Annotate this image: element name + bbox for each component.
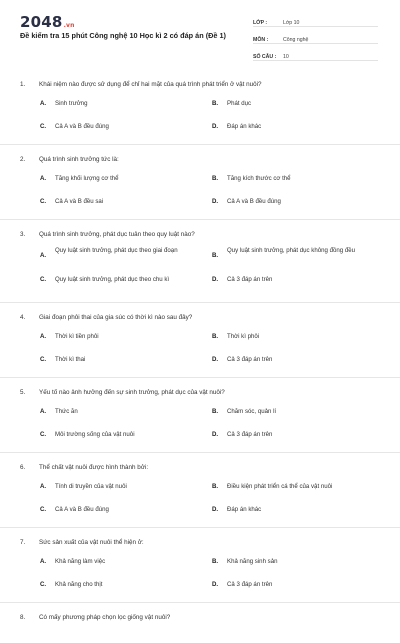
answer-option-b[interactable] [212,482,382,492]
info-label: SỐ CÂU : [253,54,277,60]
option-text: Thời kì phôi [227,333,260,340]
option-letter: B. [212,100,219,107]
option-letter: C. [40,506,47,513]
answer-option-d[interactable] [212,430,382,440]
answer-option-d[interactable] [212,122,382,132]
answer-option-a[interactable] [40,557,205,567]
option-letter: C. [40,123,47,130]
option-letter: A. [40,175,47,182]
option-letter: A. [40,333,47,340]
option-letter: B. [212,333,219,340]
answer-option-c[interactable] [40,430,205,440]
option-text: Chăm sóc, quản lí [227,408,277,415]
question-prompt: Có mấy phương pháp chọn lọc giống vật nuôi? [39,614,171,621]
question-prompt: Yếu tố nào ảnh hưởng đến sự sinh trưởng, phát dục của vật nuôi? [39,389,225,396]
page-title: Đề kiểm tra 15 phút Công nghệ 10 Học kì 2 có đáp án (Đề 1) [20,31,226,40]
option-text: Cả 3 đáp án trên [227,356,273,363]
question-prompt: Sức sản xuất của vật nuôi thể hiện ở: [39,539,144,546]
question-text [20,80,380,89]
answer-option-b[interactable] [212,174,382,184]
option-letter: D. [212,198,219,205]
option-text: Sinh trưởng [55,100,88,107]
option-text: Tăng kích thước cơ thể [227,175,291,182]
option-letter: D. [212,276,219,283]
option-letter: C. [40,581,47,588]
option-text: Cả A và B đều đúng [227,198,281,205]
answer-option-c[interactable] [40,197,205,207]
question-prompt: Quá trình sinh trưởng, phát dục tuân theo quy luật nào? [39,231,195,238]
question-number: 3. [20,231,26,238]
logo-suffix: .vn [63,22,75,29]
question-item [0,453,400,528]
option-letter: B. [212,175,219,182]
question-number: 7. [20,539,26,546]
question-item [0,303,400,378]
answer-option-d[interactable] [212,580,382,590]
option-text: Cả A và B đều đúng [55,506,109,513]
option-letter: B. [212,408,219,415]
question-item [0,378,400,453]
option-letter: D. [212,356,219,363]
question-prompt: Quá trình sinh trưởng tức là: [39,156,119,163]
option-text: Môi trường sống của vật nuôi [55,431,135,438]
option-letter: B. [212,558,219,565]
option-text: Đáp án khác [227,123,262,130]
option-text: Khả năng sinh sản [227,558,278,565]
answer-option-a[interactable] [40,99,205,109]
question-prompt: Khái niệm nào được sử dụng để chỉ hai mặt của quá trình phát triển ở vật nuôi? [39,81,262,88]
option-text: Phát dục [227,100,252,107]
option-text: Cả 3 đáp án trên [227,276,273,283]
option-letter: A. [40,408,47,415]
option-text: Tính di truyền của vật nuôi [55,483,127,490]
question-text [20,538,380,547]
answer-option-d[interactable] [212,275,382,285]
option-text: Khả năng làm việc [55,558,106,565]
question-text [20,155,380,164]
question-text [20,613,380,622]
answer-option-c[interactable] [40,505,205,515]
option-letter: A. [40,483,47,490]
info-value: Công nghệ [283,37,309,43]
option-letter: C. [40,431,47,438]
question-item [0,220,400,303]
option-text: Điều kiện phát triển cá thể của vật nuôi [227,483,333,490]
option-text: Khả năng cho thịt [55,581,103,588]
question-prompt: Thể chất vật nuôi được hình thành bởi: [39,464,149,471]
answer-option-a[interactable] [40,174,205,184]
answer-option-b[interactable] [212,557,382,567]
question-item [0,603,400,643]
quiz-info-panel [253,12,378,63]
question-item [0,145,400,220]
option-letter: B. [212,252,219,259]
answer-option-d[interactable] [212,505,382,515]
answer-option-d[interactable] [212,197,382,207]
option-text: Cả A và B đều sai [55,198,104,205]
answer-option-c[interactable] [40,355,205,365]
option-text: Cả 3 đáp án trên [227,581,273,588]
option-letter: D. [212,506,219,513]
question-text [20,230,380,239]
info-row-class [253,12,378,27]
option-text: Đáp án khác [227,506,262,513]
question-text [20,463,380,472]
option-text: Thức ăn [55,408,78,415]
answer-option-b[interactable] [212,332,382,342]
option-letter: C. [40,198,47,205]
question-item [0,70,400,145]
answer-option-a[interactable] [40,407,205,417]
option-text: Thời kì tiền phôi [55,333,99,340]
info-row-question-count [253,46,378,61]
info-value: 10 [283,54,289,60]
site-logo[interactable] [20,13,75,31]
option-text: Cả 3 đáp án trên [227,431,273,438]
option-letter: B. [212,483,219,490]
info-row-subject [253,29,378,44]
option-letter: D. [212,581,219,588]
option-text: Thời kì thai [55,356,86,363]
answer-option-a[interactable] [40,332,205,342]
option-text: Tăng khối lượng cơ thể [55,175,119,182]
answer-option-c[interactable] [40,122,205,132]
info-value: Lớp 10 [283,20,300,26]
question-number: 6. [20,464,26,471]
page-header [0,0,400,62]
question-number: 5. [20,389,26,396]
question-number: 1. [20,81,26,88]
option-text: Quy luật sinh trưởng, phát dục theo chu kì [55,276,170,283]
answer-option-b[interactable] [212,246,382,266]
option-text: Quy luật sinh trưởng, phát dục không đồng đều [227,247,356,254]
answer-option-c[interactable] [40,275,205,285]
question-number: 4. [20,314,26,321]
question-list [0,70,400,643]
question-prompt: Giai đoạn phôi thai của gia súc có thời kì nào sau đây? [39,314,193,321]
option-text: Quy luật sinh trưởng, phát dục theo giai đoạn [55,247,178,254]
logo-text: 2048 [20,13,63,31]
option-letter: D. [212,431,219,438]
answer-option-a[interactable] [40,246,205,266]
answer-option-b[interactable] [212,99,382,109]
option-letter: D. [212,123,219,130]
option-letter: A. [40,100,47,107]
info-label: MÔN : [253,37,269,43]
option-letter: C. [40,356,47,363]
question-number: 2. [20,156,26,163]
answer-option-a[interactable] [40,482,205,492]
option-letter: A. [40,558,47,565]
info-label: LỚP : [253,20,268,26]
option-letter: A. [40,252,47,259]
option-text: Cả A và B đều đúng [55,123,109,130]
question-item [0,528,400,603]
question-text [20,388,380,397]
answer-option-b[interactable] [212,407,382,417]
question-text [20,313,380,322]
answer-option-d[interactable] [212,355,382,365]
answer-option-c[interactable] [40,580,205,590]
option-letter: C. [40,276,47,283]
question-number: 8. [20,614,26,621]
